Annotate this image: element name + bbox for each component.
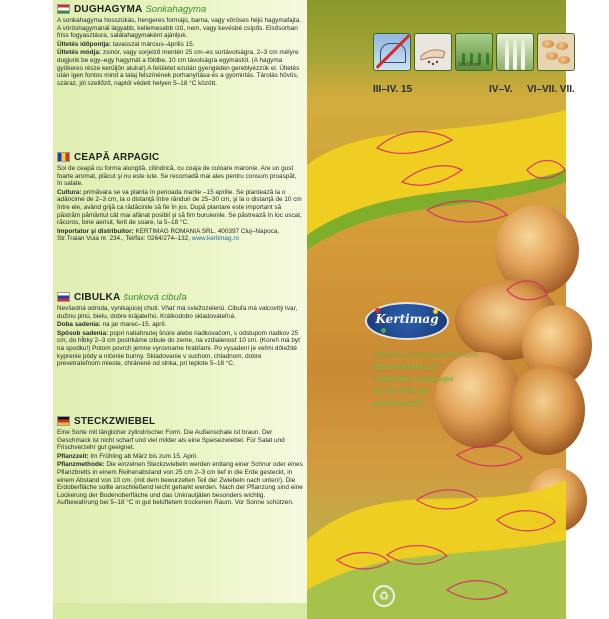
planting-method: Ültetés módja: zsinór, vagy sorjelző mentén 25 cm–es sortávolságra, 2–3 cm mélyre dugjunk be egy–egy hagymát a földbe, 10 cm távolságra egymástól. (A hagyma gyökeres része kerüljön alulra!) A felületet ezután gyengéden gereblyézzük el. Ültetés után igen fontos mind a talaj felszínének porhanyítása és a gyomirtás. Tárolás hűvös, száraz, jól szellőző, naptól védett helyen 5–18 °C között. <box>57 49 300 87</box>
stem <box>505 40 509 70</box>
section-subtitle: šunková cibuľa <box>123 291 187 303</box>
producer-phone: Tel.: 06-34-574-100 <box>373 388 428 395</box>
planting-method: Spôsob sadenia: popri natiahnutej šnúre alebo riadkovačom, s odstupom riadkov 25 cm, do hĺbky 2–3 cm postrkáme cibule do zeme, na vzdialenosť 10 cm. (Koreň má byť na spodku!) Potom povrch jemne vyrovname hrabľami. Po vysadení je veľmi dôležité kyprenie pôdy a ničenie buriny. Skladovanie v suchom, chladnom, dobre prevetrateľnom mieste, chránené od slnka, pri teplote 5–18 °C. <box>57 329 301 368</box>
planting-time: Pflanzzeit: Im Frühling ab März bis zum 15. April. <box>57 452 198 460</box>
website-link[interactable]: www.kertimag.ro <box>191 235 239 243</box>
bulb <box>558 56 570 64</box>
germany-flag-icon <box>57 416 70 426</box>
producer-website[interactable]: www.kertimag.hu <box>373 400 424 407</box>
logo-dot <box>381 328 386 333</box>
producer-address: H-2886 Réde, Lesajta major <box>373 376 454 383</box>
section-de <box>57 414 303 507</box>
producer-info <box>373 350 513 410</box>
kertimag-logo <box>365 302 449 340</box>
bulb <box>542 40 554 48</box>
importer: Importator şi distribuitor: KERTIMAG ROMANIA SRL. 400397 Cluj–Napoca, Str.Traian Vuia nr. 234., Tel/fax: 0264/274–132, www.kertimag.ro <box>57 227 280 243</box>
bulb <box>556 42 568 50</box>
section-title: STECKZWIEBEL <box>74 415 156 427</box>
month-planting: III–IV. 15 <box>373 84 413 95</box>
hungary-flag-icon <box>57 4 70 14</box>
stem <box>521 40 525 70</box>
bulb <box>546 52 558 60</box>
onion-bulb-icon <box>537 33 575 71</box>
planting-time: Ültetés időpontja: tavasszal március–április 15. <box>57 40 195 48</box>
producer-name: RÉDEI KERTIMAG ZRT <box>373 364 441 371</box>
back-panel <box>53 0 307 619</box>
planting-time: Doba sadenia: na jar marec–15. apríl. <box>57 321 167 329</box>
logo-text: Kertimag <box>375 312 439 326</box>
planting-method: Pflanzmethode: Die einzelnen Steckzwiebeln werden entlang einer Schnur oder eines Pflanzbretts in einem Reihenabstand von 25 cm 2–3 cm tief in die Erde gesteckt, in einem Abstand von 10 cm. (mit dem bewurzelten Teil der Zwiebeln nach unten!). Die Erdoberfläche sollte anschließend leicht geharkt werden. Nach der Pflanzung sind eine Lockerung der Bodenoberfläche und das Unkrautjäten besonders wichtig. Aufbewahrung bei 5–18 °C in gut belüftetem trockenen Raum. Vor Sonne schützen. <box>57 461 303 507</box>
section-header <box>57 150 303 164</box>
sprout <box>486 53 489 65</box>
section-header <box>57 2 303 16</box>
section-header <box>57 414 303 428</box>
recycle-icon: ♻ <box>373 585 395 607</box>
section-title: CEAPĂ ARPAGIC <box>74 151 160 163</box>
slovakia-flag-icon <box>57 292 70 302</box>
month-harvest: VI–VII. VII. <box>527 84 575 95</box>
section-title: CIBULKA <box>74 291 121 303</box>
description: Soi de ceapă cu forma alungită, cilindrică, cu coaja de culoare maronie. Are un gust foarte aromat, plăcut şi nu este iute. Se recomadă mai ales pentru consum proaspăt, în salate. <box>57 165 297 188</box>
section-sk <box>57 290 303 368</box>
description: Nevšedná odroda, vynikajúcej chuti. Vňať má sviežozelenú. Cibuľa má valcovitý tvar, dužinu plnú, bielu, dobre krájateľnú. Krátkodobo skladovateľná. <box>57 305 298 320</box>
spacing-label: 10x10 cm <box>458 62 480 68</box>
description: A sonkahagyma hosszúkás, hengeres formájú, barna, vagy vöröses héjú hagymafajta. A vöröshagymánál lágyabb, kellemesebb ízű, nem, vagy kevésbé csípős. Elsősorban friss fogyasztásra, salátahagymaként ajánljuk. <box>57 17 302 40</box>
bottom-strip <box>53 603 307 619</box>
producer-heading: Gyártó/Production/Výrobca/Producent: <box>373 352 479 359</box>
section-hu <box>57 2 303 87</box>
section-subtitle: Sonkahagyma <box>145 3 207 15</box>
month-growing: IV–V. <box>489 84 513 95</box>
section-title: DUGHAGYMA <box>74 3 143 15</box>
hand-sowing-icon <box>415 34 451 70</box>
section-header <box>57 290 303 304</box>
front-panel <box>307 0 575 619</box>
seedling-icon <box>455 33 493 71</box>
romania-flag-icon <box>57 152 70 162</box>
stem <box>513 40 517 70</box>
greenhouse-icon <box>373 33 411 71</box>
section-ro <box>57 150 303 243</box>
seed-packet <box>53 0 575 619</box>
onion-bulb <box>509 365 585 455</box>
cultivation: Cultura: primăvara se va planta în perioada martie –15 aprilie. Se plantează la o adâncime de 2–3 cm, la o distanţă între rânduri de 25–30 cm, şi la o distanţă de 10 cm între ele, având grijă ca rădăcinile să fie în jos. După plantare este important să păstrăm pământul cât mai afânat posibil şi să fim buruienile. Se păstrează în loc uscat, răcoros, bine aerisit, ferit de soare, la 5–18 °C. <box>57 188 302 227</box>
sowing-icon <box>414 33 452 71</box>
cultivation-icons <box>373 33 575 71</box>
onion-stem-icon <box>496 33 534 71</box>
description: Eine Sorte mit länglicher zylindrischer Form. Die Außenschale ist braun. Der Geschmack ist nicht scharf und viel milder als eine Speisezwiebel. Für Salat und Frischverzehr gut geeignet. <box>57 429 285 452</box>
